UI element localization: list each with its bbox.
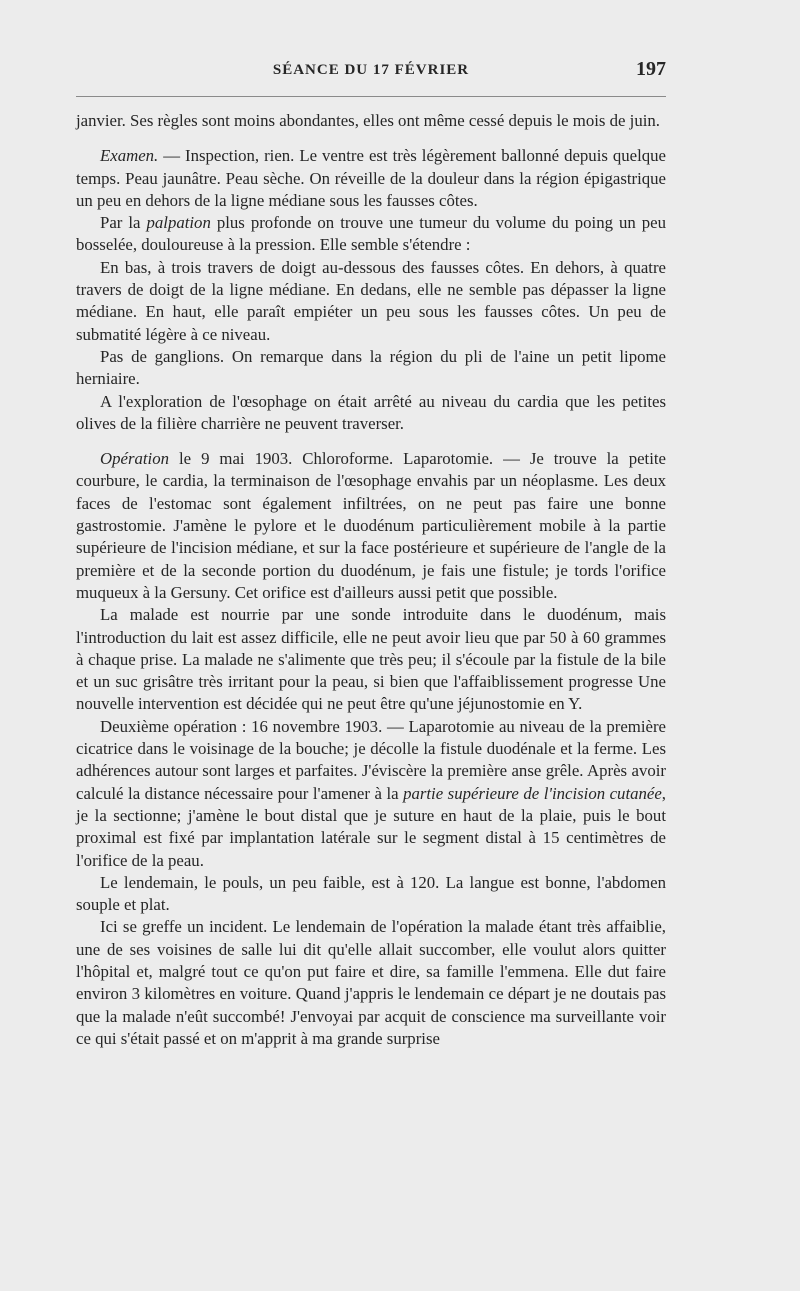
paragraph-1	[76, 110, 666, 132]
paragraph-deuxieme-text: Deuxième opération : 16 novembre 1903. — Laparotomie au niveau de la première cicatrice dans le voisinage de la bouche; je décolle la fistule duodénale et la ferme. Les adhérences autour sont larges et parfaites. J'éviscère la première anse grêle. Après avoir calculé la distance nécessaire pour l'amener à la	[76, 716, 666, 803]
paragraph-operation-text: le 9 mai 1903. Chloroforme. Laparotomie. — Je trouve la petite courbure, le cardia, la terminaison de l'œsophage envahis par un néoplasme. Les deux faces de l'estomac sont également infiltrées, on ne peut pas faire une bonne gastrostomie. J'amène le pylore et le duodénum particulièrement mobile à la partie supérieure de l'incision médiane, et sur la face postérieure et supérieure de l'angle de la première et de la seconde portion du duodénum, je fais une fistule; je tords l'orifice muqueux à la Gersuny. Cet orifice est d'ailleurs aussi petit que possible.	[76, 449, 666, 602]
paragraph-exploration	[76, 391, 666, 436]
header-rule	[76, 96, 666, 97]
paragraph-examen-lead: Examen.	[100, 146, 159, 166]
paragraph-deuxieme-tail: , je la sectionne; j'amène le bout distal que je suture en haut de la plaie, puis le bout proximal est fixé par implantation latérale sur le segment distal à 15 centimètres de l'orifice de la peau.	[76, 783, 666, 870]
paragraph-examen-text: — Inspection, rien. Le ventre est très légèrement ballonné depuis quelque temps. Peau jaunâtre. Peau sèche. On réveille de la douleur dans la région épigastrique un peu en dehors de la ligne médiane sous les fausses côtes.	[76, 146, 666, 210]
paragraph-extent-text: En bas, à trois travers de doigt au-dessous des fausses côtes. En dehors, à quatre travers de doigt de la ligne médiane. En dedans, elle ne semble pas dépasser la ligne médiane. En haut, elle paraît empiéter un peu sous les fausses côtes. Un peu de submatité légère à ce niveau.	[76, 257, 666, 344]
body-text	[76, 110, 666, 1050]
paragraph-operation	[76, 448, 666, 604]
paragraph-nourrie	[76, 604, 666, 715]
page-number: 197	[636, 58, 666, 80]
paragraph-exploration-text: A l'exploration de l'œsophage on était arrêté au niveau du cardia que les petites olives de la filière charrière ne peuvent traverser.	[76, 391, 666, 433]
paragraph-lendemain-text: Le lendemain, le pouls, un peu faible, est à 120. La langue est bonne, l'abdomen souple et plat.	[76, 872, 666, 915]
page-header	[76, 58, 666, 88]
paragraph-examen	[76, 145, 666, 212]
paragraph-ganglions	[76, 346, 666, 391]
paragraph-extent	[76, 257, 666, 346]
paragraph-operation-lead: Opération	[100, 449, 169, 469]
paragraph-lendemain	[76, 872, 666, 917]
paragraph-incident	[76, 916, 666, 1050]
paragraph-deuxieme-emph: partie supérieure de l'incision cutanée	[403, 783, 662, 803]
paragraph-palpation-pre: Par la	[100, 213, 147, 233]
paragraph-incident-text: Ici se greffe un incident. Le lendemain de l'opération la malade étant très affaiblie, une de ses voisines de salle lui dit qu'elle allait succomber, elle voulut alors quitter l'hôpital et, malgré tout ce qu'on put faire et dire, sa famille l'emmena. Elle dut faire environ 3 kilomètres en voiture. Quand j'appris le lendemain ce départ je ne doutais pas que la malade n'eût succombé! J'envoyai par acquit de conscience ma surveillante voir ce qui s'était passé et on m'apprit à ma grande surprise	[76, 917, 666, 1048]
paragraph-1-text: janvier. Ses règles sont moins abondantes, elles ont même cessé depuis le mois de juin.	[76, 111, 660, 130]
paragraph-ganglions-text: Pas de ganglions. On remarque dans la région du pli de l'aine un petit lipome herniaire.	[76, 346, 666, 389]
paragraph-palpation	[76, 212, 666, 257]
paragraph-deuxieme	[76, 716, 666, 872]
paragraph-palpation-text: plus profonde on trouve une tumeur du volume du poing un peu bosselée, douloureuse à la pression. Elle semble s'étendre :	[76, 213, 666, 255]
paragraph-nourrie-text: La malade est nourrie par une sonde introduite dans le duodénum, mais l'introduction du lait est assez difficile, elle ne peut avoir lieu que par 50 à 60 grammes à chaque prise. La malade ne s'alimente que très peu; il s'écoule par la fistule de la bile et un suc grisâtre très irritant pour la peau, si bien que l'affaiblissement progresse Une nouvelle intervention est décidée qui ne peut être qu'une jéjunostomie en Y.	[76, 605, 666, 714]
running-title: SÉANCE DU 17 FÉVRIER	[272, 62, 470, 78]
paragraph-palpation-lead: palpation	[146, 213, 211, 233]
